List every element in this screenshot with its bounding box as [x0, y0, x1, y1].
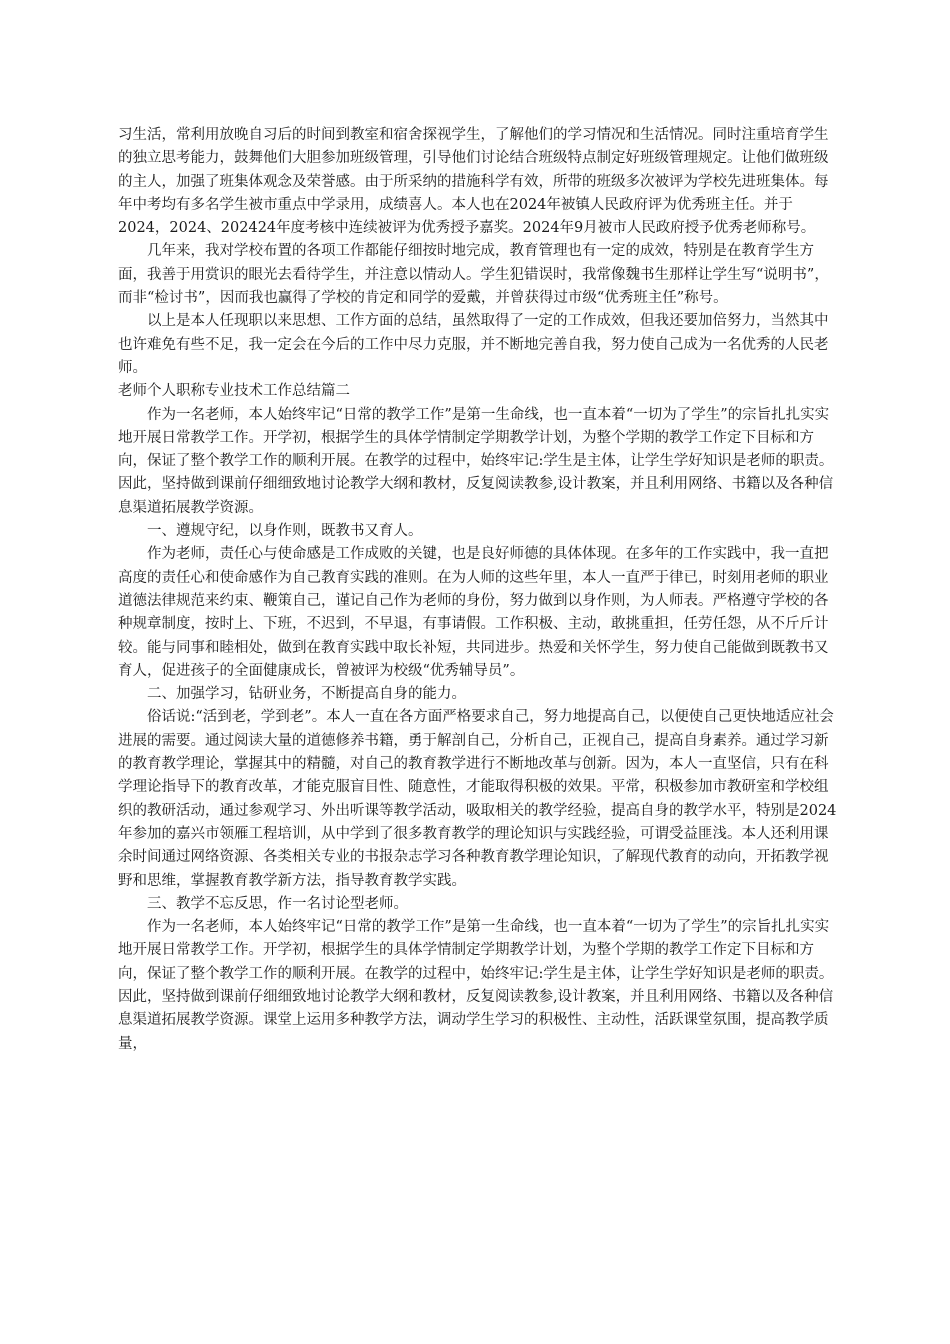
- subheading-discipline: 一、遵规守纪，以身作则，既教书又育人。: [147, 523, 423, 540]
- paragraph-teaching-work: 作为一名老师，本人始终牢记“日常的教学工作”是第一生命线，也一直本着“一切为了学生”的宗旨扎扎实实地开展日常教学工作。开学初，根据学生的具体学情制定学期教学计划，为整个学期的教学工作定下目标和方向，保证了整个教学工作的顺利开展。在教学的过程中，始终牢记:学生是主体，让学生学好知识是老师的职责。因此，坚持做到课前仔细细致地讨论教学大纲和教材，反复阅读教参,设计教案，并且利用网络、书籍以及各种信息渠道拓展教学资源。: [118, 406, 834, 516]
- paragraph-achievements: 几年来，我对学校布置的各项工作都能仔细按时地完成，教育管理也有一定的成效，特别是在教育学生方面，我善于用赏识的眼光去看待学生，并注意以情动人。学生犯错误时，我常像魏书生那样让学生写“说明书”，而非“检讨书”，因而我也赢得了学校的肯定和同学的爱戴，并曾获得过市级“优秀班主任”称号。: [118, 243, 829, 307]
- paragraph-responsibility: 作为老师，责任心与使命感是工作成败的关键，也是良好师德的具体体现。在多年的工作实践中，我一直把高度的责任心和使命感作为自己教育实践的准则。在为人师的这些年里，本人一直严于律已，时刻用老师的职业道德法律规范来约束、鞭策自己，谨记自己作为老师的身份，努力做到以身作则，为人师表。严格遵守学校的各种规章制度，按时上、下班，不迟到，不早退，有事请假。工作积极、主动，敢挑重担，任劳任怨，从不斤斤计较。能与同事和睦相处，做到在教育实践中取长补短，共同进步。热爱和关怀学生，努力使自己能做到既教书又育人，促进孩子的全面健康成长，曾被评为校级“优秀辅导员”。: [118, 546, 829, 679]
- paragraph-summary: 以上是本人任现职以来思想、工作方面的总结，虽然取得了一定的工作成效，但我还要加倍努力，当然其中也许难免有些不足，我一定会在今后的工作中尽力克服，并不断地完善自我，努力使自己成为一名优秀的人民老师。: [118, 313, 829, 376]
- document-page: [118, 124, 838, 1056]
- paragraph-study: 俗话说:“活到老，学到老”。本人一直在各方面严格要求自己，努力地提高自己，以便使自己更快地适应社会进展的需要。通过阅读大量的道德修养书籍，勇于解剖自己，分析自己，正视自己，提高自身素养。通过学习新的教育教学理论，掌握其中的精髓，对自己的教育教学进行不断地改革与创新。因为，本人一直坚信，只有在科学理论指导下的教育改革，才能克服盲目性、随意性，才能取得积极的效果。平常，积极参加市教研室和学校组织的教研活动，通过参观学习、外出听课等教学活动，吸取相关的教学经验，提高自身的教学水平，特别是2024年参加的嘉兴市领雁工程培训，从中学到了很多教育教学的理论知识与实践经验，可谓受益匪浅。本人还利用课余时间通过网络资源、各类相关专业的书报杂志学习各种教育教学理论知识，了解现代教育的动向，开拓教学视野和思维，掌握教育教学新方法，指导教育教学实践。: [118, 709, 837, 889]
- paragraph-intro-continuation: 习生活，常利用放晚自习后的时间到教室和宿舍探视学生，了解他们的学习情况和生活情况。同时注重培育学生的独立思考能力，鼓舞他们大胆参加班级管理，引导他们讨论结合班级特点制定好班级管理规定。让他们做班级的主人，加强了班集体观念及荣誉感。由于所采纳的措施科学有效，所带的班级多次被评为学校先进班集体。每年中考均有多名学生被市重点中学录用，成绩喜人。本人也在2024年被镇人民政府评为优秀班主任。并于2024，2024、202424年度考核中连续被评为优秀授予嘉奖。2024年9月被市人民政府授予优秀老师称号。: [118, 127, 829, 237]
- paragraph-reflection: 作为一名老师，本人始终牢记“日常的教学工作”是第一生命线，也一直本着“一切为了学生”的宗旨扎扎实实地开展日常教学工作。开学初，根据学生的具体学情制定学期教学计划，为整个学期的教学工作定下目标和方向，保证了整个教学工作的顺利开展。在教学的过程中，始终牢记:学生是主体，让学生学好知识是老师的职责。因此，坚持做到课前仔细细致地讨论教学大纲和教材，反复阅读教参,设计教案，并且利用网络、书籍以及各种信息渠道拓展教学资源。课堂上运用多种教学方法，调动学生学习的积极性、主动性，活跃课堂氛围，提高教学质量，: [118, 919, 834, 1052]
- subheading-reflection: 三、教学不忘反思，作一名讨论型老师。: [147, 895, 408, 912]
- section-title: 老师个人职称专业技术工作总结篇二: [118, 383, 350, 400]
- subheading-learning: 二、加强学习，钻研业务，不断提高自身的能力。: [147, 686, 466, 703]
